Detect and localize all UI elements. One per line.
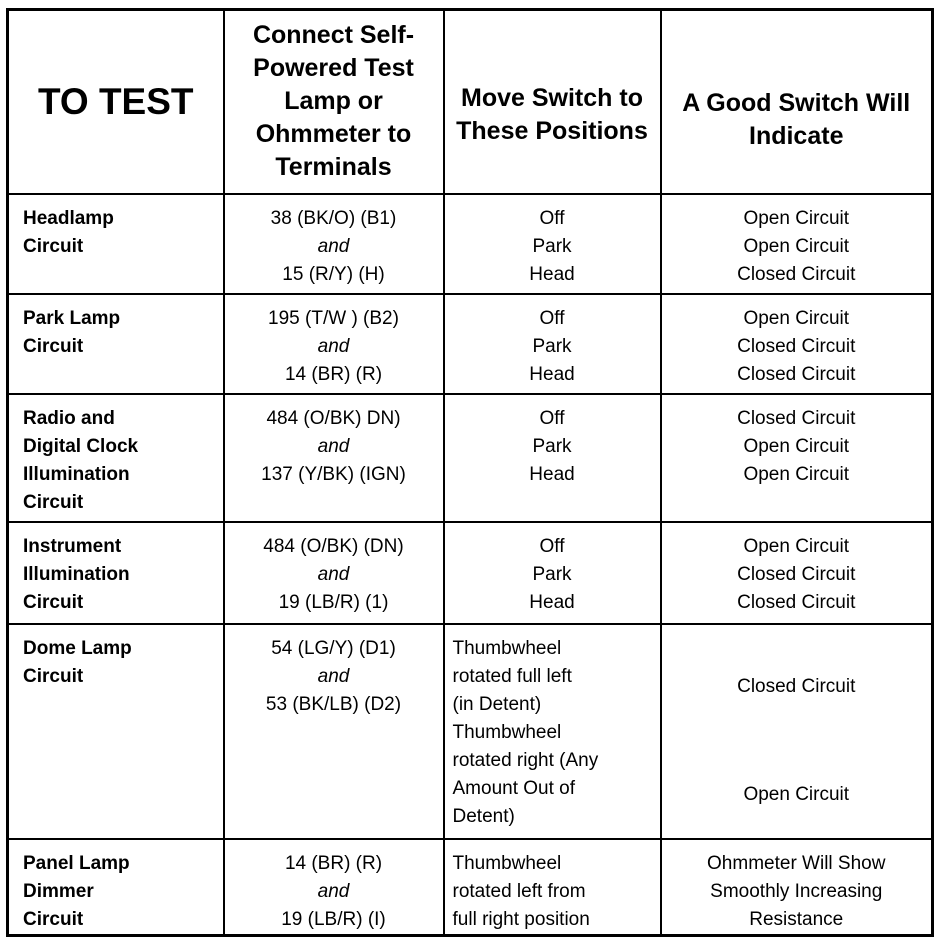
position-line: Off <box>539 535 565 557</box>
indicate-cell <box>661 394 933 522</box>
position-line: Off <box>539 407 565 429</box>
circuit-line: Instrument <box>23 535 122 557</box>
positions-cell <box>444 294 661 394</box>
position-line: Off <box>539 307 565 329</box>
circuit-line: Headlamp <box>23 207 114 229</box>
positions-cell <box>444 522 661 624</box>
circuit-name <box>8 194 224 294</box>
position-line: Park <box>532 435 572 457</box>
terminal-line: 19 (LB/R) (I) <box>281 908 386 930</box>
circuit-name <box>8 394 224 522</box>
terminals-cell <box>224 522 444 624</box>
circuit-line: Illumination <box>23 563 130 585</box>
circuit-line: Digital Clock <box>23 435 139 457</box>
indicate-line: Open Circuit <box>743 235 850 257</box>
terminals-cell <box>224 839 444 936</box>
position-line: Detent) <box>452 805 515 827</box>
and-text: and <box>317 880 350 902</box>
circuit-line: Circuit <box>23 908 84 930</box>
indicate-line: Open Circuit <box>743 535 850 557</box>
switch-test-table <box>6 8 934 937</box>
indicate-line: Closed Circuit <box>737 675 856 697</box>
position-line: Thumbwheel <box>452 721 562 743</box>
header-move-switch: Move Switch to These Positions <box>444 10 661 194</box>
indicate-line: Resistance <box>749 908 844 930</box>
terminal-line: 484 (O/BK) (DN) <box>263 535 404 557</box>
positions-cell <box>444 624 661 839</box>
indicate-line: Open Circuit <box>743 207 850 229</box>
indicate-cell <box>661 522 933 624</box>
terminals-cell <box>224 394 444 522</box>
circuit-line: Circuit <box>23 335 84 357</box>
and-text: and <box>317 665 350 687</box>
position-line: Thumbwheel <box>452 637 562 659</box>
circuit-name <box>8 522 224 624</box>
position-line: Off <box>539 207 565 229</box>
circuit-line: Circuit <box>23 665 84 687</box>
terminal-line: 19 (LB/R) (1) <box>278 591 389 613</box>
position-line: Head <box>529 591 575 613</box>
terminals-cell <box>224 294 444 394</box>
table-row <box>8 839 933 936</box>
position-line: rotated full left <box>452 665 572 687</box>
header-good-switch: A Good Switch Will Indicate <box>661 10 933 194</box>
circuit-line: Panel Lamp <box>23 852 130 874</box>
position-line: Park <box>532 235 572 257</box>
position-line: Park <box>532 563 572 585</box>
position-line: Head <box>529 363 575 385</box>
circuit-line: Park Lamp <box>23 307 121 329</box>
indicate-cell <box>661 624 933 839</box>
indicate-line: Open Circuit <box>743 435 850 457</box>
circuit-line: Circuit <box>23 591 84 613</box>
indicate-cell <box>661 294 933 394</box>
terminals-cell <box>224 624 444 839</box>
positions-cell <box>444 839 661 936</box>
indicate-line: Closed Circuit <box>737 407 856 429</box>
position-line: (in Detent) <box>452 693 542 715</box>
circuit-name <box>8 839 224 936</box>
position-line: Park <box>532 335 572 357</box>
indicate-line: Closed Circuit <box>737 335 856 357</box>
header-to-test: TO TEST <box>8 10 224 194</box>
and-text: and <box>317 335 350 357</box>
position-line: Thumbwheel <box>452 852 562 874</box>
header-connect: Connect Self-Powered Test Lamp or Ohmmeter to Terminals <box>224 10 444 194</box>
position-line: Amount Out of <box>452 777 576 799</box>
position-line: Head <box>529 463 575 485</box>
position-line: rotated right (Any <box>452 749 599 771</box>
table-row <box>8 522 933 624</box>
terminal-line: 15 (R/Y) (H) <box>282 263 385 285</box>
circuit-name <box>8 294 224 394</box>
indicate-cell <box>661 194 933 294</box>
indicate-line: Closed Circuit <box>737 263 856 285</box>
terminal-line: 53 (BK/LB) (D2) <box>265 693 402 715</box>
positions-cell <box>444 194 661 294</box>
circuit-line: Illumination <box>23 463 130 485</box>
table-row <box>8 294 933 394</box>
terminals-cell <box>224 194 444 294</box>
indicate-line: Open Circuit <box>743 307 850 329</box>
indicate-line: Open Circuit <box>743 783 850 805</box>
indicate-line: Closed Circuit <box>737 363 856 385</box>
circuit-name <box>8 624 224 839</box>
circuit-line: Dimmer <box>23 880 94 902</box>
position-line: rotated left from <box>452 880 586 902</box>
and-text: and <box>317 235 350 257</box>
and-text: and <box>317 563 350 585</box>
circuit-line: Radio and <box>23 407 115 429</box>
indicate-cell <box>661 839 933 936</box>
terminal-line: 484 (O/BK) DN) <box>266 407 401 429</box>
indicate-line: Smoothly Increasing <box>710 880 883 902</box>
indicate-line: Closed Circuit <box>737 563 856 585</box>
circuit-line: Circuit <box>23 235 84 257</box>
indicate-line: Closed Circuit <box>737 591 856 613</box>
indicate-line: Ohmmeter Will Show <box>707 852 886 874</box>
terminal-line: 195 (T/W ) (B2) <box>268 307 399 329</box>
terminal-line: 38 (BK/O) (B1) <box>270 207 397 229</box>
positions-cell <box>444 394 661 522</box>
terminal-line: 14 (BR) (R) <box>284 363 383 385</box>
position-line: Head <box>529 263 575 285</box>
circuit-line: Circuit <box>23 491 84 513</box>
terminal-line: 137 (Y/BK) (IGN) <box>261 463 406 485</box>
terminal-line: 14 (BR) (R) <box>284 852 383 874</box>
table-row <box>8 624 933 839</box>
terminal-line: 54 (LG/Y) (D1) <box>271 637 396 659</box>
table-row <box>8 394 933 522</box>
indicate-line: Open Circuit <box>743 463 850 485</box>
table-row <box>8 194 933 294</box>
circuit-line: Dome Lamp <box>23 637 132 659</box>
position-line: full right position <box>452 908 590 930</box>
table-header-row <box>8 10 933 194</box>
and-text: and <box>317 435 350 457</box>
